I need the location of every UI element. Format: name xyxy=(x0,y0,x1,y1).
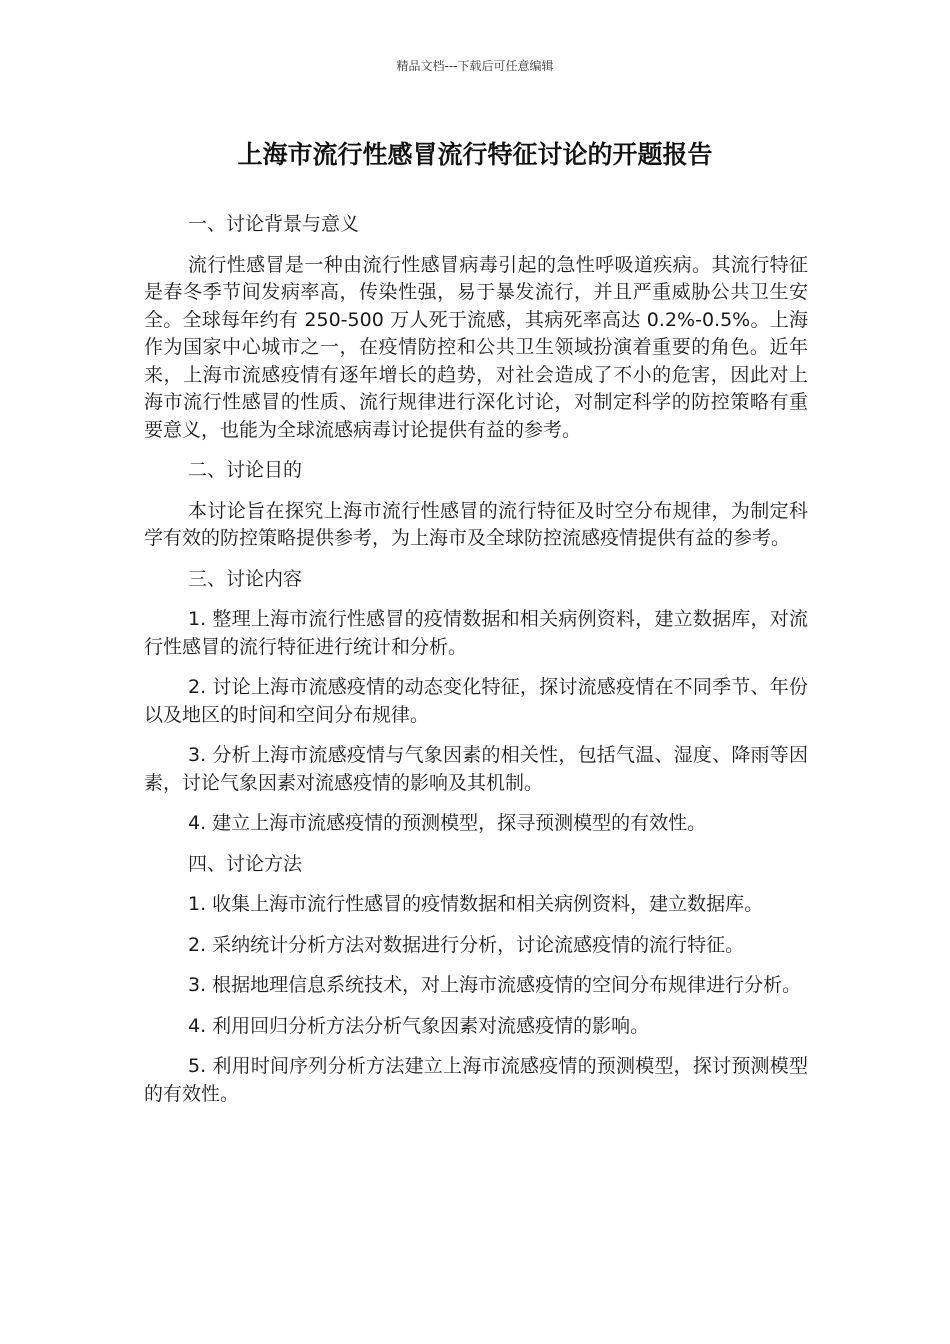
section-purpose xyxy=(144,457,808,553)
section-heading: 一、讨论背景与意义 xyxy=(188,213,360,235)
list-item: 4. 利用回归分析方法分析气象因素对流感疫情的影响。 xyxy=(188,1014,650,1037)
list-item: 4. 建立上海市流感疫情的预测模型，探寻预测模型的有效性。 xyxy=(188,812,707,834)
list-item: 3. 分析上海市流感疫情与气象因素的相关性，包括气温、湿度、降雨等因素，讨论气象因素对流感疫情的影响及其机制。 xyxy=(144,744,808,794)
list-item: 2. 讨论上海市流感疫情的动态变化特征，探讨流感疫情在不同季节、年份以及地区的时间和空间分布规律。 xyxy=(144,676,808,726)
section-background xyxy=(144,211,808,444)
section-content xyxy=(144,566,808,838)
section-heading: 四、讨论方法 xyxy=(188,852,303,875)
paragraph: 本讨论旨在探究上海市流行性感冒的流行特征及时空分布规律，为制定科学有效的防控策略提供参考，为上海市及全球防控流感疫情提供有益的参考。 xyxy=(144,499,808,549)
section-methods xyxy=(144,851,808,1109)
section-heading: 二、讨论目的 xyxy=(188,459,303,481)
page-header: 精品文档---下载后可任意编辑 xyxy=(396,59,554,73)
document-title: 上海市流行性感冒流行特征讨论的开题报告 xyxy=(237,140,713,169)
list-item: 2. 采纳统计分析方法对数据进行分析，讨论流感疫情的流行特征。 xyxy=(188,933,745,956)
list-item: 3. 根据地理信息系统技术，对上海市流感疫情的空间分布规律进行分析。 xyxy=(188,974,802,996)
list-item: 5. 利用时间序列分析方法建立上海市流感疫情的预测模型，探讨预测模型的有效性。 xyxy=(144,1055,808,1105)
list-item: 1. 整理上海市流行性感冒的疫情数据和相关病例资料，建立数据库，对流行性感冒的流行特征进行统计和分析。 xyxy=(144,608,808,658)
document-body xyxy=(144,211,808,1121)
section-heading: 三、讨论内容 xyxy=(188,567,303,590)
list-item: 1. 收集上海市流行性感冒的疫情数据和相关病例资料，建立数据库。 xyxy=(188,893,764,915)
paragraph: 流行性感冒是一种由流行性感冒病毒引起的急性呼吸道疾病。其流行特征是春冬季节间发病率高，传染性强，易于暴发流行，并且严重威胁公共卫生安全。全球每年约有 250-500 万人死于流感，其病死率高达 0.2%-0.5%。上海作为国家中心城市之一，在疫情防控和公共卫生领域扮演着重要的角色。近年来，上海市流感疫情有逐年增长的趋势，对社会造成了不小的危害，因此对上海市流行性感冒的性质、流行规律进行深化讨论，对制定科学的防控策略有重要意义，也能为全球流感病毒讨论提供有益的参考。 xyxy=(144,253,808,441)
